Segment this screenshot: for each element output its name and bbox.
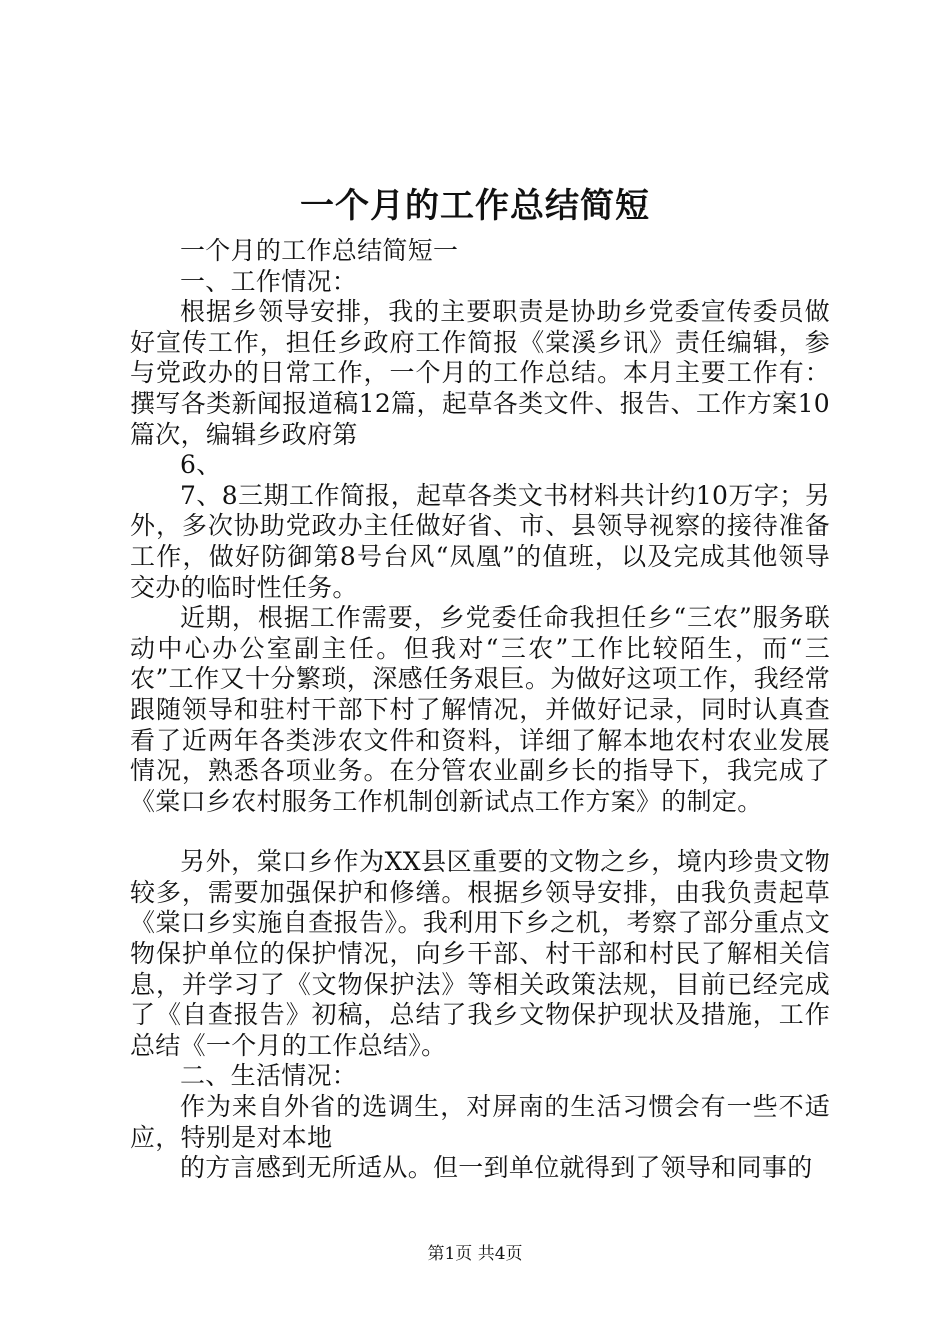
document-body <box>130 236 830 1184</box>
paragraph: 的方言感到无所适从。但一到单位就得到了领导和同事的 <box>180 1153 813 1183</box>
paragraph-subtitle: 一个月的工作总结简短一 <box>180 236 459 265</box>
paragraph: 近期，根据工作需要，乡党委任命我担任乡“三农”服务联动中心办公室副主任。但我对“三农”工作比较陌生，而“三农”工作又十分繁琐，深感任务艰巨。为做好这项工作，我经常跟随领导和驻村干部下村了解情况，并做好记录，同时认真查看了近两年各类涉农文件和资料，详细了解本地农村农业发展情况，熟悉各项业务。在分管农业副乡长的指导下，我完成了《棠口乡农村服务工作机制创新试点工作方案》的制定。 <box>130 603 830 816</box>
document-title: 一个月的工作总结简短 <box>300 186 650 226</box>
paragraph: 根据乡领导安排，我的主要职责是协助乡党委宣传委员做好宣传工作，担任乡政府工作简报《棠溪乡讯》责任编辑，参与党政办的日常工作，一个月的工作总结。本月主要工作有：撰写各类新闻报道稿12篇，起草各类文件、报告、工作方案10篇次，编辑乡政府第 <box>130 297 830 449</box>
paragraph: 作为来自外省的选调生，对屏南的生活习惯会有一些不适应，特别是对本地 <box>130 1092 830 1152</box>
paragraph-section-heading: 二、生活情况： <box>180 1061 358 1091</box>
page-number-footer: 第1页 共4页 <box>427 1244 523 1264</box>
paragraph: 7、8三期工作简报，起草各类文书材料共计约10万字；另外，多次协助党政办主任做好省、市、县领导视察的接待准备工作，做好防御第8号台风“凤凰”的值班，以及完成其他领导交办的临时性任务。 <box>130 480 830 602</box>
paragraph: 6、 <box>180 450 222 480</box>
paragraph: 另外，棠口乡作为XX县区重要的文物之乡，境内珍贵文物较多，需要加强保护和修缮。根据乡领导安排，由我负责起草《棠口乡实施自查报告》。我利用下乡之机，考察了部分重点文物保护单位的保护情况，向乡干部、村干部和村民了解相关信息，并学习了《文物保护法》等相关政策法规，目前已经完成了《自查报告》初稿，总结了我乡文物保护现状及措施，工作总结《一个月的工作总结》。 <box>130 847 830 1060</box>
paragraph-section-heading: 一、工作情况： <box>180 266 358 296</box>
